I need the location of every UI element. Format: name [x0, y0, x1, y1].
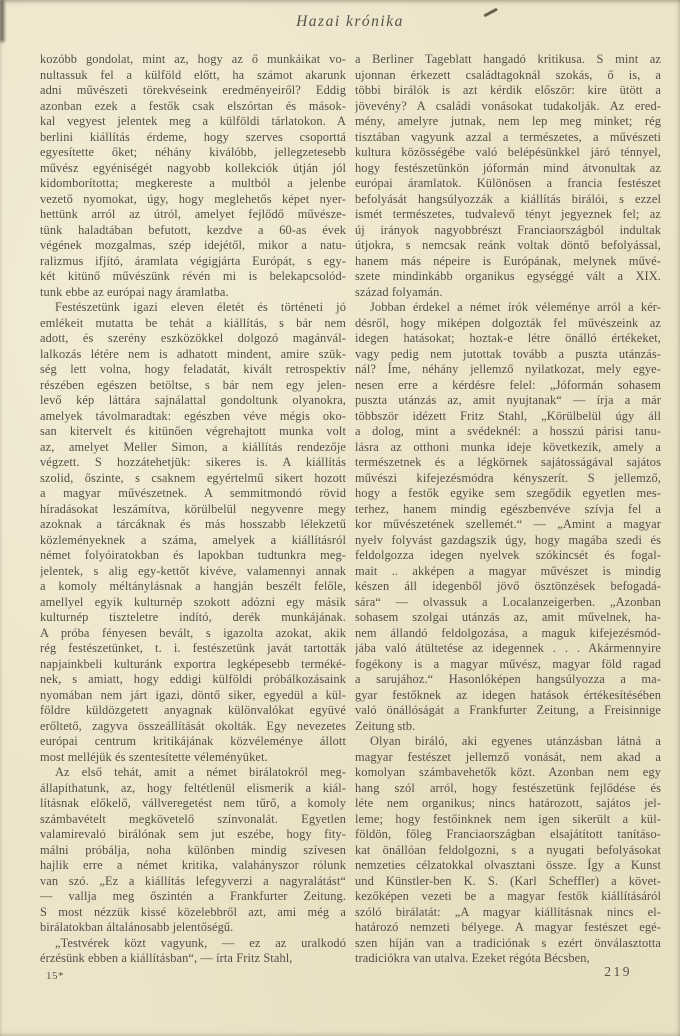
text-line: napjainkbeli kulturánk exportra legképesebb terméké- [40, 656, 346, 671]
text-line: hanem más népeire is Európának, melynek művé- [355, 253, 661, 268]
text-line: Zeitung stb. [355, 718, 416, 733]
text-line: „Testvérek közt vagyunk, — ez az uralkodó [55, 935, 346, 950]
text-line: két kitünő művészünk révén mi is belekapcsolód- [40, 269, 346, 283]
signature-mark: 15* [46, 970, 64, 982]
text-line: idegen hatásokat; hoztak-e létre önálló értékeket, [355, 331, 661, 345]
page-title: Hazai krónika [296, 13, 404, 30]
text-line: van szó. „Ez a kiállítás lefegyverzi a nagyralátást“ [40, 873, 346, 888]
text-line: kozóbb gondolat, mint az, hogy az ő munkáikat vo- [40, 52, 346, 66]
text-line: európai áramlatok. Különösen a francia festészet [355, 176, 661, 190]
text-line: lalkozás létére nem is adhatott mindent, amire szük- [40, 346, 346, 361]
text-line: kultura közösségébe való belépésünkkel járó ténnyel, [355, 145, 661, 159]
text-line: A próba fényesen bevált, s igazolta azokat, akik [40, 625, 346, 640]
text-line: jába való átültetése az idegennek . . . Akármennyire [355, 641, 661, 655]
text-line: a dolog, mint a svédeknél: a hosszú párisi tanu- [355, 424, 661, 438]
text-line: nesen erre a kérdésre felel: „Jóformán sohasem [355, 377, 661, 392]
text-line: terhez, hanem mindig egészbenvéve szívja fel a [355, 501, 661, 516]
text-line: komolyan számbavehetők közt. Azonban nem egy [355, 765, 661, 779]
text-line: hettünk arról az útról, amelyet fejlődő művésze- [40, 207, 346, 221]
text-line: kidomborította; megkereste a multból a jelenbe [40, 176, 346, 190]
text-line: jövevény? A családi vonásokat tudakolják. Az ered- [355, 98, 661, 113]
text-column-right [355, 52, 661, 967]
text-line: többször idézett Fritz Stahl, „Körülbelül úgy áll [355, 408, 661, 423]
text-line: Festészetünk igazi eleven életét és történeti jó [55, 300, 346, 314]
text-line: vagy pedig nem jutottak tovább a puszta utánzás- [355, 346, 661, 361]
text-line: szete mindinkább organikus egységgé vált a XIX. [355, 269, 661, 283]
text-line: földön, főleg Franciaországban elsajátított tanításo- [355, 827, 661, 841]
text-line: emlékeit mutatta be tehát a kiállítás, s bár nem [40, 315, 346, 330]
text-line: új irányok nagyobbrészt Franciaországból indultak [355, 222, 661, 237]
text-line: számbavételt megkövetelő színvonalát. Egyetlen [40, 811, 346, 826]
text-line: hajlik erre a német kritika, valahányszor rólunk [40, 858, 346, 872]
text-line: tradiciókra van utalva. Ezeket régóta Bécsben, [355, 951, 590, 965]
text-line: léte nem organikus; nincs határozott, sajátos jel- [355, 796, 661, 810]
text-line: vezető nyomokat, úgy, hogy meglehetős képet nyer- [40, 191, 346, 206]
text-line: — vallja meg őszintén a Frankfurter Zeitung. [40, 889, 346, 903]
text-line: rég festészetünket, t. i. festészetünk javát tartották [40, 641, 346, 655]
text-line: mény, amelyre jutnak, nem lep meg minket; rég [355, 114, 661, 128]
text-line: nyelv folyvást gazdagszik úgy, hogy magába szedi és [355, 532, 661, 547]
text-line: végzett. S hozzátehetjük: sikeres is. A kiállítás [40, 455, 346, 469]
text-line: nultassuk fel a külföld előtt, ha számot akarunk [40, 67, 346, 82]
text-line: kulturnép tiszteletre indító, derék munkájának. [40, 610, 346, 624]
text-line: részében egészen betöltse, s bár nem egy jelen- [40, 377, 346, 392]
text-line: most melléjük és szentesítette véleményüket. [40, 749, 268, 764]
text-line: adott, és szerény eszközökkel dolgozó magánvál- [40, 331, 346, 345]
text-line: amellyel egyik kulturnép szokott adózni egy másik [40, 594, 346, 609]
text-line: sohasem szolgai utánzás az, amit művelnek, ha- [355, 610, 661, 624]
text-line: a komoly méltánylásnak a hangján beszélt felőle, [40, 579, 346, 593]
text-line: fogékony is a magyar művész, magyar föld ragad [355, 656, 661, 671]
text-line: nyomában nem járt igazi, döntő siker, egyedül a kül- [40, 687, 346, 702]
text-line: készen áll idegenből jövő ösztönzések befogadá- [355, 579, 661, 593]
text-line: erőltető, zagyva összeállítását okolták. Egy nevezetes [40, 718, 346, 733]
page-number: 219 [604, 964, 632, 979]
text-line: valamirevaló birálónak sem jut eszébe, hogy fity- [40, 827, 346, 841]
text-line: hogy festészetünkön jóformán mind átvonultak az [355, 160, 661, 175]
text-line: kor művészetének szellemét.“ — „Amint a magyar [355, 517, 661, 531]
text-line: ség lett volna, hogy feladatát, kivált retrospektiv [40, 362, 346, 376]
text-line: lításnak előkelő, vállveregetést nem tűrő, a komoly [40, 796, 346, 810]
text-line: művész egyéniségét nagyobb kollekciók útján jól [40, 160, 346, 175]
text-line: berlini kiállítás érdeme, hogy szerves csoporttá [40, 129, 346, 144]
text-line: kezőképen vezeti be a magyar festők kiállításáról [355, 889, 661, 903]
text-line: hogy a festők egyike sem szegődik egyetlen mes- [355, 486, 661, 500]
text-line: hang szól arról, hogy festészetünk fejlődése és [355, 780, 661, 795]
text-line: málni próbálja, noha különben mindig szívesen [40, 842, 346, 857]
text-line: ismét természetes, tudvalevő tényt jegyeznek fel; az [355, 207, 661, 221]
text-line: híradásokat leszámítva, körülbelül negyvenre megy [40, 501, 346, 516]
text-line: levő kép láttára sajnálattal gondoltunk olyanokra, [40, 393, 346, 407]
text-line: század folyamán. [355, 284, 443, 299]
text-line: szóló birálatát: „A magyar kiállításnak nincs el- [355, 904, 661, 919]
text-line: közleményeknek a száma, amelyek a kiállításról [40, 532, 346, 547]
text-line: amelyek távolmaradtak: egészben véve mégis oko- [40, 408, 346, 423]
text-line: mait .. akképen a magyar művészet is mindig [355, 563, 661, 578]
text-line: nek, s amiatt, hogy eddigi külföldi próbálkozásaink [40, 672, 346, 686]
text-line: san kitervelt és kitünően végrehajtott munka volt [40, 424, 346, 438]
text-line: a magyar művészetnek. A semmitmondó rövid [40, 486, 346, 500]
text-line: magyar festészet jellemző vonását, nem akad a [355, 749, 661, 764]
text-line: feldolgozza idegen nyelvek szókincsét és fogal- [355, 548, 661, 562]
text-line: lásra az otthoni munka ideje következik, amely a [355, 439, 661, 454]
text-line: való önállóságát a Frankfurter Zeitung, a Freisinnige [355, 703, 661, 717]
text-line: német folyóiratokban és lapokban tudtunkra meg- [40, 548, 346, 562]
text-line: nál? Íme, néhány jellemző nyilatkozat, mely egye- [355, 362, 661, 376]
text-line: azonban ezek a festők csak elszórtan és mások- [40, 98, 346, 113]
text-line: földre küldözgetett anyagnak különvalókat együvé [40, 703, 346, 717]
text-line: többi birálók is azt kérdik először: kire ütött a [355, 83, 661, 97]
text-line: Jobban érdekel a német írók véleménye arról a kér- [370, 300, 661, 314]
text-line: birálatokban általánosabb jelentőségű. [40, 920, 234, 934]
text-line: adni művészeti törekvéseink eredményeiről? Eddig [40, 83, 346, 97]
text-line: nem állandó feldolgozása, a maguk kifejezésmód- [355, 625, 661, 640]
text-line: szolid, őszinte, s csaknem egyértelmű sikert hozott [40, 470, 346, 485]
text-line: azoknak a tárcáknak és más hosszabb lélekzetű [40, 517, 346, 531]
text-line: kat önállóan feldolgozni, s a nyugati befolyásokat [355, 842, 661, 857]
text-line: végének mozgalmas, szép idejétől, mikor a natu- [40, 238, 346, 252]
text-line: Olyan biráló, aki egyenes utánzásban látná a [370, 734, 661, 748]
scan-smudge-topleft [0, 0, 4, 42]
text-line: Az első tehát, amit a német birálatokról meg- [55, 765, 346, 779]
text-line: tisztában vagyunk azzal a természetes, a művészeti [355, 129, 661, 144]
text-line: állapíthatunk, az, hogy feltétlenül elismerik a kiál- [40, 780, 346, 795]
text-line: a sarujához.“ Hasonlóképen hangsúlyozza a ma- [355, 672, 661, 686]
text-line: európai centrum kritikájának közvéleménye állott [40, 734, 346, 748]
text-line: művészi kifejezésmódra kényszerít. S jellemző, [355, 470, 661, 485]
text-line: útjokra, s nemcsak reánk voltak döntő befolyással, [355, 238, 661, 252]
text-line: sára“ — olvassuk a Localanzeigerben. „Azonban [355, 594, 661, 609]
text-line: kal vegyest jelentek meg a külföldi tárlatokon. A [40, 114, 346, 128]
text-line: und Künstler-ben K. S. (Karl Scheffler) a követ- [355, 873, 661, 888]
text-line: nemzeties célzatokkal olvasztani össze. Így a Kunst [355, 858, 661, 872]
text-line: ujonnan érkezett családtagoknál szokás, ő is, a [355, 67, 661, 82]
text-columns [40, 52, 661, 967]
text-line: határozó nemzeti bélyege. A magyar festészet egé- [355, 920, 661, 934]
text-line: gyar festőknek az idegen hatások értékesítésében [355, 687, 661, 702]
text-line: jelentek, s alig egy-kettőt kivéve, valamennyi annak [40, 563, 346, 578]
text-line: a Berliner Tageblatt hangadó kritikusa. S mint az [355, 52, 661, 66]
text-line: puszta utánzás az, amit nyujtanak“ — írja a már [355, 393, 661, 407]
text-line: befolyását hangsúlyozzák a kiállítás birálói, s ezzel [355, 191, 661, 206]
text-line: leme; hogy festőinknek nem igen sikerült a kül- [355, 811, 661, 826]
text-line: S most nézzük kissé közelebbről azt, ami még a [40, 904, 346, 919]
text-line: tunk ebbe az európai nagy áramlatba. [40, 284, 229, 299]
text-line: désről, hogy miképen dolgozták fel művészeink az [355, 315, 661, 330]
text-column-left [40, 52, 346, 967]
text-line: érzésünk ebben a kiállításban“, — írta Fritz Stahl, [40, 951, 293, 965]
text-line: ralizmus ifjító, áramlata végigjárta Európát, s egy- [40, 253, 346, 268]
text-line: az, amelyet Meller Simon, a kiállítás rendezője [40, 439, 346, 454]
text-line: természetnek és a légkörnek sajátosságával sajátos [355, 455, 661, 469]
text-line: egyesítette őket; néhány kiválóbb, jellegzetesebb [40, 145, 346, 159]
text-line: szen híján van a tradiciónak s ezért önválasztotta [355, 935, 661, 950]
text-line: tünk haladtában befutott, kezdve a 60-as évek [40, 222, 346, 237]
